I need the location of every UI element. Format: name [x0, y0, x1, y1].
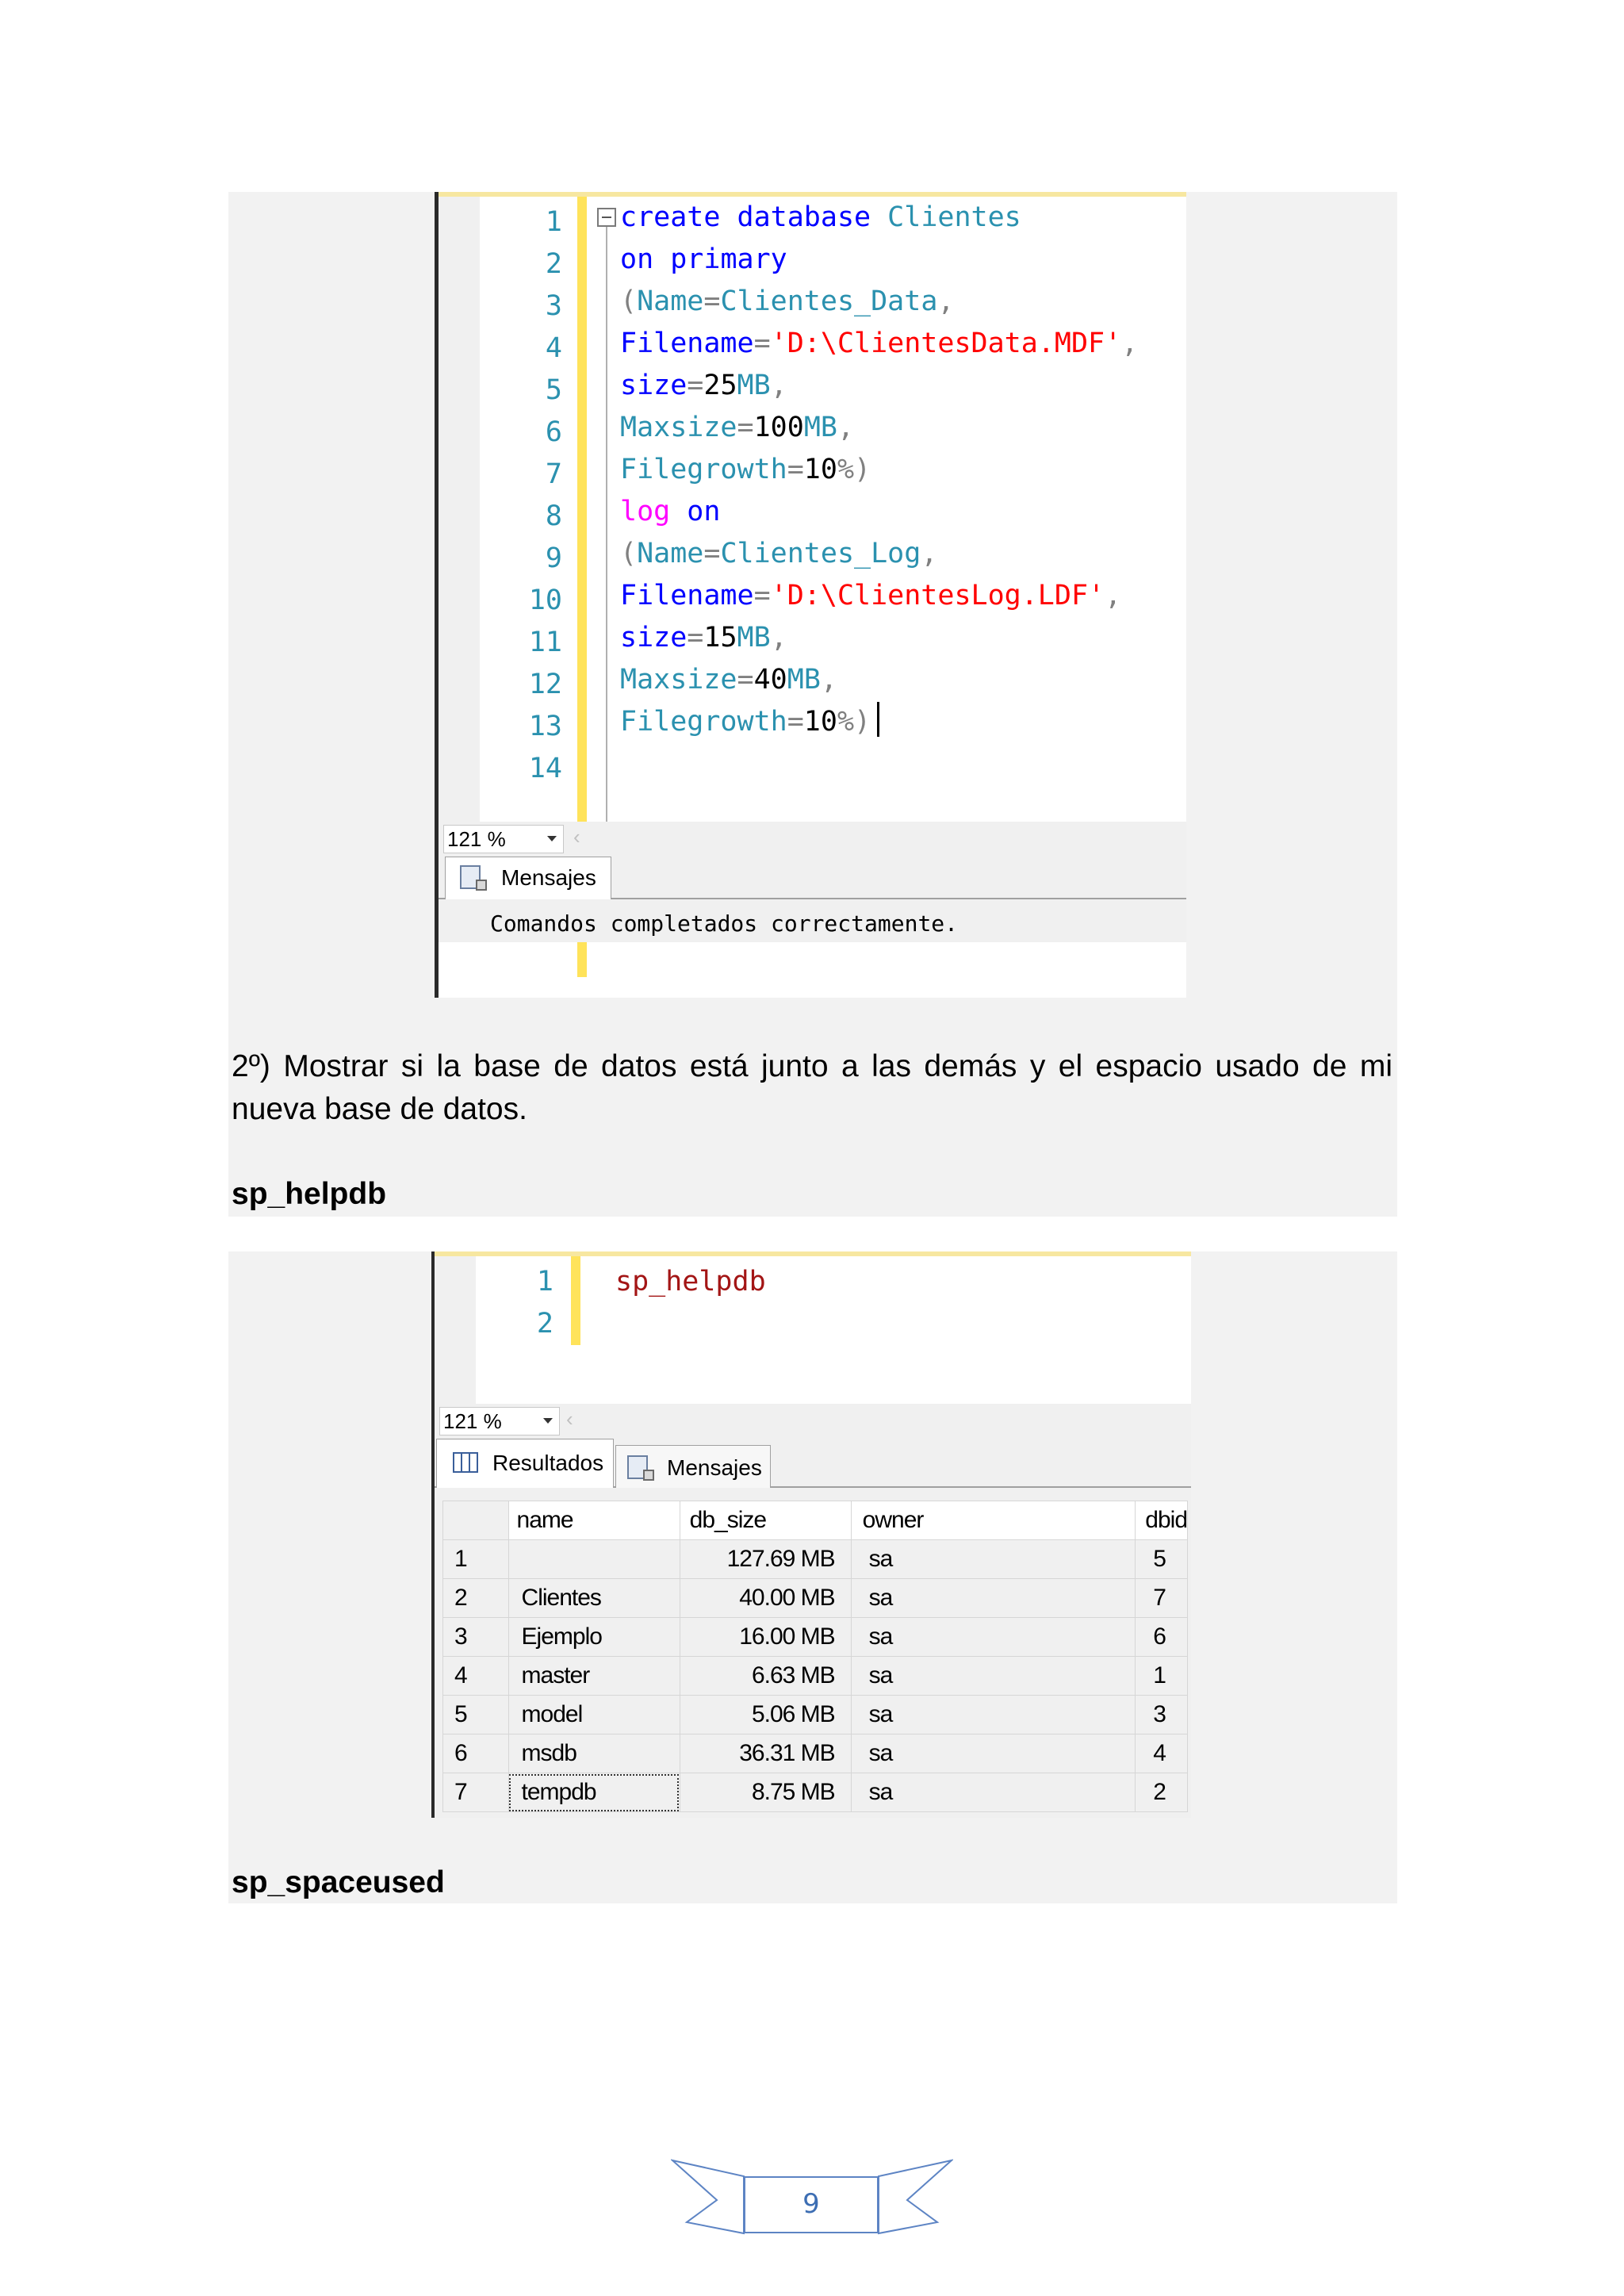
- cell-owner[interactable]: sa: [851, 1579, 1136, 1618]
- page-number: 9: [744, 2176, 879, 2233]
- zoom-bar: [435, 1404, 1191, 1439]
- column-header[interactable]: db_size: [680, 1501, 851, 1540]
- cell-dbid[interactable]: 7: [1136, 1579, 1188, 1618]
- cell-dbid[interactable]: 6: [1136, 1618, 1188, 1657]
- results-tabstrip: [435, 1439, 1191, 1818]
- zoom-select[interactable]: [443, 825, 564, 853]
- line-number: 2: [536, 1308, 553, 1340]
- column-header[interactable]: dbid: [1136, 1501, 1188, 1540]
- tab-messages-label: Mensajes: [667, 1455, 762, 1480]
- cell-dbid[interactable]: 5: [1136, 1540, 1188, 1579]
- cell-name[interactable]: Clientes: [508, 1579, 680, 1618]
- cell-name[interactable]: msdb: [508, 1734, 680, 1773]
- cell-db-size[interactable]: 16.00 MB: [680, 1618, 851, 1657]
- section-heading-sp-spaceused: sp_spaceused: [232, 1865, 445, 1899]
- line-number: 13: [528, 711, 562, 742]
- cell-db-size[interactable]: 6.63 MB: [680, 1657, 851, 1696]
- cell-name[interactable]: master: [508, 1657, 680, 1696]
- tab-messages[interactable]: [615, 1445, 771, 1488]
- table-row[interactable]: [443, 1773, 1188, 1812]
- line-number: 6: [545, 416, 562, 448]
- row-number: 7: [443, 1773, 509, 1812]
- table-row[interactable]: [443, 1579, 1188, 1618]
- section-heading-sp-helpdb: sp_helpdb: [232, 1177, 387, 1211]
- scroll-left-icon[interactable]: ‹: [573, 825, 580, 849]
- cell-owner[interactable]: sa: [851, 1618, 1136, 1657]
- line-number: 5: [545, 374, 562, 406]
- cell-name-selected[interactable]: tempdb: [508, 1773, 680, 1812]
- table-row[interactable]: [443, 1618, 1188, 1657]
- editor-gutter: [439, 197, 480, 822]
- cell-owner[interactable]: sa: [851, 1773, 1136, 1812]
- zoom-value: 121 %: [443, 1409, 502, 1433]
- status-message: Comandos completados correctamente.: [490, 910, 959, 937]
- line-number: 7: [545, 458, 562, 490]
- zoom-value: 121 %: [447, 827, 506, 851]
- line-number: 14: [528, 753, 562, 784]
- code-line: Filegrowth=10%): [620, 454, 871, 485]
- table-row[interactable]: [443, 1657, 1188, 1696]
- query-editor-sp-helpdb: [431, 1251, 1191, 1818]
- change-margin: [571, 1256, 580, 1345]
- cell-db-size[interactable]: 40.00 MB: [680, 1579, 851, 1618]
- tab-messages[interactable]: [445, 857, 611, 899]
- cell-db-size[interactable]: 127.69 MB: [680, 1540, 851, 1579]
- line-number: 1: [536, 1266, 553, 1297]
- line-number: 4: [545, 332, 562, 364]
- line-number: 10: [528, 585, 562, 616]
- page-number-ribbon: [671, 2157, 953, 2243]
- tab-results-label: Resultados: [492, 1451, 604, 1475]
- body-paragraph: 2º) Mostrar si la base de datos está junto a las demás y el espacio usado de mi nueva base de datos.: [232, 1049, 1392, 1126]
- cell-owner[interactable]: sa: [851, 1734, 1136, 1773]
- line-number: 2: [545, 248, 562, 280]
- code-line: Filegrowth=10%): [620, 701, 879, 743]
- table-header-row: [443, 1501, 1188, 1540]
- results-grid[interactable]: [442, 1501, 1188, 1812]
- code-line: create database Clientes: [620, 201, 1021, 233]
- cell-dbid[interactable]: 3: [1136, 1696, 1188, 1734]
- line-number: 12: [528, 669, 562, 700]
- table-row[interactable]: [443, 1696, 1188, 1734]
- cell-name[interactable]: model: [508, 1696, 680, 1734]
- scroll-left-icon[interactable]: ‹: [566, 1407, 573, 1431]
- code-line: log on: [620, 496, 721, 527]
- code-line: (Name=Clientes_Data,: [620, 286, 955, 317]
- code-line: Maxsize=40MB,: [620, 664, 837, 696]
- row-number: 5: [443, 1696, 509, 1734]
- code-line: Filename='D:\ClientesLog.LDF',: [620, 580, 1122, 611]
- cell-db-size[interactable]: 5.06 MB: [680, 1696, 851, 1734]
- cell-owner[interactable]: sa: [851, 1657, 1136, 1696]
- row-header-corner: [443, 1501, 509, 1540]
- column-header[interactable]: name: [508, 1501, 680, 1540]
- line-number: 11: [528, 627, 562, 658]
- tab-messages-label: Mensajes: [501, 865, 596, 890]
- grid-icon: [453, 1452, 478, 1473]
- code-line: size=15MB,: [620, 622, 787, 654]
- cell-dbid[interactable]: 1: [1136, 1657, 1188, 1696]
- zoom-select[interactable]: [439, 1407, 560, 1435]
- text-cursor: [877, 702, 879, 737]
- code-line[interactable]: sp_helpdb: [615, 1266, 766, 1297]
- dropdown-arrow-icon: [547, 836, 557, 841]
- editor-gutter: [435, 1256, 476, 1409]
- table-row[interactable]: [443, 1540, 1188, 1579]
- cell-name[interactable]: [508, 1540, 680, 1579]
- cell-db-size[interactable]: 36.31 MB: [680, 1734, 851, 1773]
- table-row[interactable]: [443, 1734, 1188, 1773]
- row-number: 1: [443, 1540, 509, 1579]
- code-line: Filename='D:\ClientesData.MDF',: [620, 328, 1139, 359]
- zoom-bar: [439, 822, 1186, 857]
- cell-dbid[interactable]: 4: [1136, 1734, 1188, 1773]
- code-line: Maxsize=100MB,: [620, 412, 855, 443]
- messages-icon: [460, 865, 481, 889]
- cell-name[interactable]: Ejemplo: [508, 1618, 680, 1657]
- code-line: size=25MB,: [620, 370, 787, 401]
- row-number: 4: [443, 1657, 509, 1696]
- cell-dbid[interactable]: 2: [1136, 1773, 1188, 1812]
- line-number: 3: [545, 290, 562, 322]
- cell-owner[interactable]: sa: [851, 1696, 1136, 1734]
- cell-owner[interactable]: sa: [851, 1540, 1136, 1579]
- column-header[interactable]: owner: [851, 1501, 1136, 1540]
- cell-db-size[interactable]: 8.75 MB: [680, 1773, 851, 1812]
- collapse-icon[interactable]: [597, 208, 616, 227]
- row-number: 3: [443, 1618, 509, 1657]
- line-number: 9: [545, 542, 562, 574]
- messages-icon: [627, 1455, 648, 1479]
- code-line: on primary: [620, 243, 787, 275]
- query-editor-create-database: [435, 192, 1186, 998]
- tab-results[interactable]: [436, 1439, 614, 1488]
- line-number: 8: [545, 500, 562, 532]
- row-number: 2: [443, 1579, 509, 1618]
- dropdown-arrow-icon: [543, 1418, 553, 1424]
- code-line: (Name=Clientes_Log,: [620, 538, 938, 569]
- row-number: 6: [443, 1734, 509, 1773]
- line-number: 1: [545, 206, 562, 238]
